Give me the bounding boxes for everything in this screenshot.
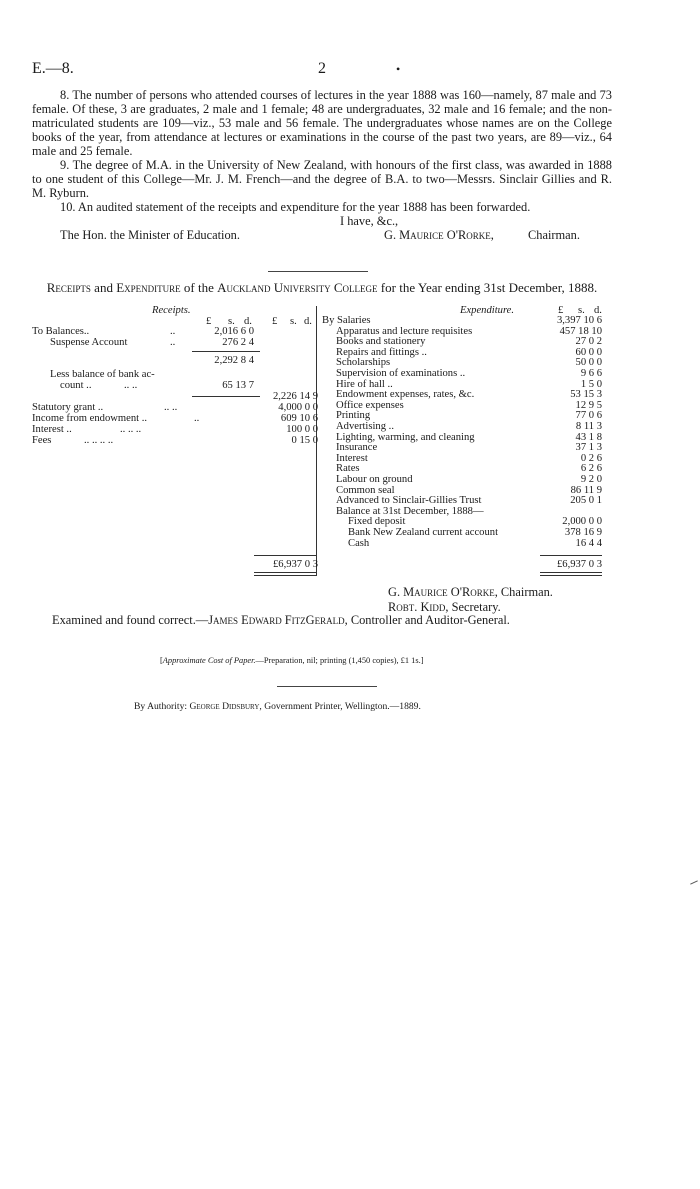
expenditure-amount: 50 0 0 [575, 357, 602, 369]
chairman-name: G. Maurice O'Rorke, [388, 585, 498, 599]
col-pence: d. [594, 305, 602, 316]
receipt-label: Statutory grant .. [32, 402, 104, 413]
title-college: Auckland University College [217, 280, 378, 295]
expenditure-label: Insurance [336, 442, 378, 454]
receipt-row [32, 425, 316, 436]
expenditure-amount: 37 1 3 [575, 442, 602, 454]
addressee: The Hon. the Minister of Education. [60, 228, 240, 242]
total-double-rule [540, 572, 602, 576]
expenditure-panel [322, 306, 604, 576]
receipt-label: Interest .. [32, 424, 72, 435]
report-paragraphs [32, 88, 612, 242]
receipt-amount: 2,226 14 9 [272, 391, 318, 402]
expenditure-row [322, 539, 604, 550]
col-pence: d. [244, 316, 252, 327]
header-mark: • [396, 62, 401, 76]
receipt-label: To Balances.. [32, 326, 90, 337]
receipt-row [32, 436, 316, 447]
expenditure-label: Books and stationery [336, 336, 426, 348]
expenditure-label: Endowment expenses, rates, &c. [336, 389, 475, 401]
statement-signatures [388, 585, 553, 614]
chairman-title: Chairman. [500, 585, 553, 599]
expenditure-amount: 9 2 0 [580, 474, 602, 485]
expenditure-label: Rates [336, 463, 360, 475]
chairman-signature [388, 585, 553, 600]
expenditure-amount: 53 15 3 [570, 389, 602, 401]
title-expenditure: Expenditure [116, 280, 181, 295]
title-and: and [90, 280, 117, 295]
secretary-signature [388, 600, 553, 615]
audit-prefix: Examined and found correct.— [52, 613, 209, 627]
leader-dots: .. [170, 326, 176, 337]
paragraph-9: 9. The degree of M.A. in the University of New Zealand, with honours of the first class, was awarded in 1888 to one student of this College—Mr. J. M. French—and the degree of B.A. to two—Messrs. Sinclair Gillies and R. M. Ryburn. [32, 158, 612, 200]
expenditure-label: Interest [336, 452, 368, 464]
letter-sign-row [32, 228, 612, 242]
expenditure-amount: 60 0 0 [575, 346, 602, 358]
receipt-amount: 4,000 0 0 [278, 402, 318, 413]
receipt-label: count .. [60, 380, 92, 391]
col-pence-total: d. [304, 316, 312, 327]
receipt-subamount: 65 13 7 [222, 380, 254, 391]
letter-closing [32, 214, 612, 228]
closing-phrase: I have, &c., [340, 214, 399, 228]
expenditure-label: Lighting, warming, and cleaning [336, 431, 475, 443]
title-year: for the Year ending 31st December, 1888. [377, 280, 598, 295]
cost-note: [Approximate Cost of Paper.—Preparation, nil; printing (1,450 copies), £1 1s.] [160, 656, 424, 665]
statement-title [32, 280, 612, 295]
expenditure-amount: 43 1 8 [575, 431, 602, 443]
total-double-rule [254, 572, 316, 576]
col-shillings: s. [578, 305, 585, 316]
receipt-label: Less balance of bank ac- [50, 369, 155, 380]
expenditure-label: Repairs and fittings .. [336, 346, 427, 358]
section-divider [268, 271, 368, 272]
receipt-label: Suspense Account [50, 337, 128, 348]
expenditure-amount: 86 11 9 [570, 484, 602, 496]
receipt-row [32, 414, 316, 425]
imprint-prefix: By Authority: [134, 701, 188, 712]
receipt-label: Income from endowment .. [32, 413, 148, 424]
leader-dots: .. [194, 413, 200, 424]
cost-note-detail: —Preparation, nil; printing (1,450 copies), £1 1s. [255, 656, 421, 665]
margin-mark [690, 880, 698, 884]
page-reference: E.—8. [32, 60, 74, 77]
receipt-row [32, 356, 316, 367]
expenditure-label: Supervision of examinations .. [336, 368, 466, 379]
audit-certification [52, 613, 510, 628]
secretary-title: Secretary. [451, 599, 501, 614]
signatory-title: Chairman. [528, 228, 580, 242]
title-of-the: of the [180, 280, 218, 295]
receipt-subamount: 276 2 4 [222, 337, 254, 348]
leader-dots: .. .. .. .. [84, 435, 114, 446]
receipt-label: Fees [32, 435, 52, 446]
subtotal-rule [192, 351, 260, 352]
printer-name: George Didsbury, [189, 701, 262, 712]
expenditure-label: Apparatus and lecture requisites [336, 325, 473, 337]
expenditure-label: Hire of hall .. [336, 378, 393, 390]
expenditure-label: By Salaries [322, 315, 371, 326]
expenditure-amount: 27 0 2 [575, 336, 602, 348]
receipts-heading: Receipts. [152, 305, 191, 316]
secretary-name: Robt. Kidd, [388, 599, 449, 614]
receipt-row [32, 338, 316, 349]
expenditure-label: Fixed deposit [348, 516, 406, 528]
expenditure-total-row [322, 560, 604, 571]
imprint-suffix: Government Printer, Wellington.—1889. [264, 701, 421, 712]
expenditure-amount: 16 4 4 [575, 537, 602, 549]
col-pounds: £ [558, 305, 564, 316]
expenditure-amount: 9 6 6 [580, 368, 602, 379]
receipt-subtotal: 2,292 8 4 [214, 355, 254, 366]
expenditure-amount: 205 0 1 [570, 495, 602, 507]
col-shillings-total: s. [290, 316, 297, 327]
total-rule [254, 555, 316, 556]
expenditure-amount: 6 2 6 [580, 463, 602, 475]
expenditure-total: £6,937 0 3 [556, 559, 602, 570]
footer-divider [277, 686, 377, 687]
expenditure-label: Balance at 31st December, 1888— [336, 505, 484, 517]
expenditure-row [322, 454, 604, 465]
total-rule [540, 555, 602, 556]
title-receipts: Receipts [46, 280, 91, 295]
expenditure-amount: 77 0 6 [575, 410, 602, 422]
receipt-amount: 609 10 6 [280, 413, 318, 424]
printer-imprint [134, 701, 421, 712]
receipts-total: £6,937 0 3 [272, 559, 318, 570]
expenditure-amount: 12 9 5 [575, 399, 602, 411]
expenditure-label: Scholarships [336, 357, 391, 369]
expenditure-label: Labour on ground [336, 474, 413, 485]
auditor-title: Controller and Auditor-General. [350, 613, 510, 627]
receipt-subamount: 2,016 6 0 [214, 326, 254, 337]
col-pounds: £ [206, 316, 212, 327]
paragraph-10: 10. An audited statement of the receipts and expenditure for the year 1888 has been forwarded. [60, 200, 531, 214]
expenditure-label: Printing [336, 410, 371, 422]
expenditure-label: Common seal [336, 484, 395, 496]
page-number: 2 [318, 60, 326, 77]
expenditure-label: Office expenses [336, 399, 404, 411]
leader-dots: .. .. [164, 402, 178, 413]
receipt-amount: 0 15 0 [291, 435, 318, 446]
signatory-name: G. Maurice O'Rorke, [384, 228, 494, 242]
paragraph-8: 8. The number of persons who attended courses of lectures in the year 1888 was 160—namely, 87 male and 73 female. Of these, 3 are graduates, 2 male and 1 female; 48 are undergraduates, 32 male and 16 female; and the non-matriculated students are 109—viz., 53 male and 56 female. The undergraduates whose names are on the College books of the year, from attendance at lectures or examinations in the course of the past two years, are 89—viz., 64 male and 25 female. [32, 88, 612, 158]
receipts-total-row [32, 560, 316, 571]
expenditure-label: Advertising .. [336, 421, 394, 432]
receipt-amount: 100 0 0 [286, 424, 318, 435]
col-pounds-total: £ [272, 316, 278, 327]
expenditure-label: Advanced to Sinclair-Gillies Trust [336, 495, 482, 507]
leader-dots: .. [170, 337, 176, 348]
expenditure-amount: 457 18 10 [559, 325, 602, 337]
expenditure-label: Bank New Zealand current account [348, 527, 499, 538]
expenditure-amount: 1 5 0 [580, 378, 602, 390]
cost-note-label: Approximate Cost of Paper. [162, 656, 256, 665]
expenditure-amount: 3,397 10 6 [556, 315, 602, 326]
expenditure-amount: 378 16 9 [564, 527, 602, 538]
expenditure-amount: 0 2 6 [580, 452, 602, 464]
expenditure-amount: 8 11 3 [575, 421, 602, 432]
col-shillings: s. [228, 316, 235, 327]
expenditure-amount: 2,000 0 0 [562, 516, 602, 528]
expenditure-label: Cash [348, 537, 370, 549]
leader-dots: .. .. [124, 380, 138, 391]
statement-table [32, 306, 604, 576]
expenditure-heading: Expenditure. [460, 305, 515, 316]
receipts-panel [32, 306, 317, 576]
auditor-name: James Edward FitzGerald, [208, 613, 348, 627]
leader-dots: .. .. .. [120, 424, 142, 435]
